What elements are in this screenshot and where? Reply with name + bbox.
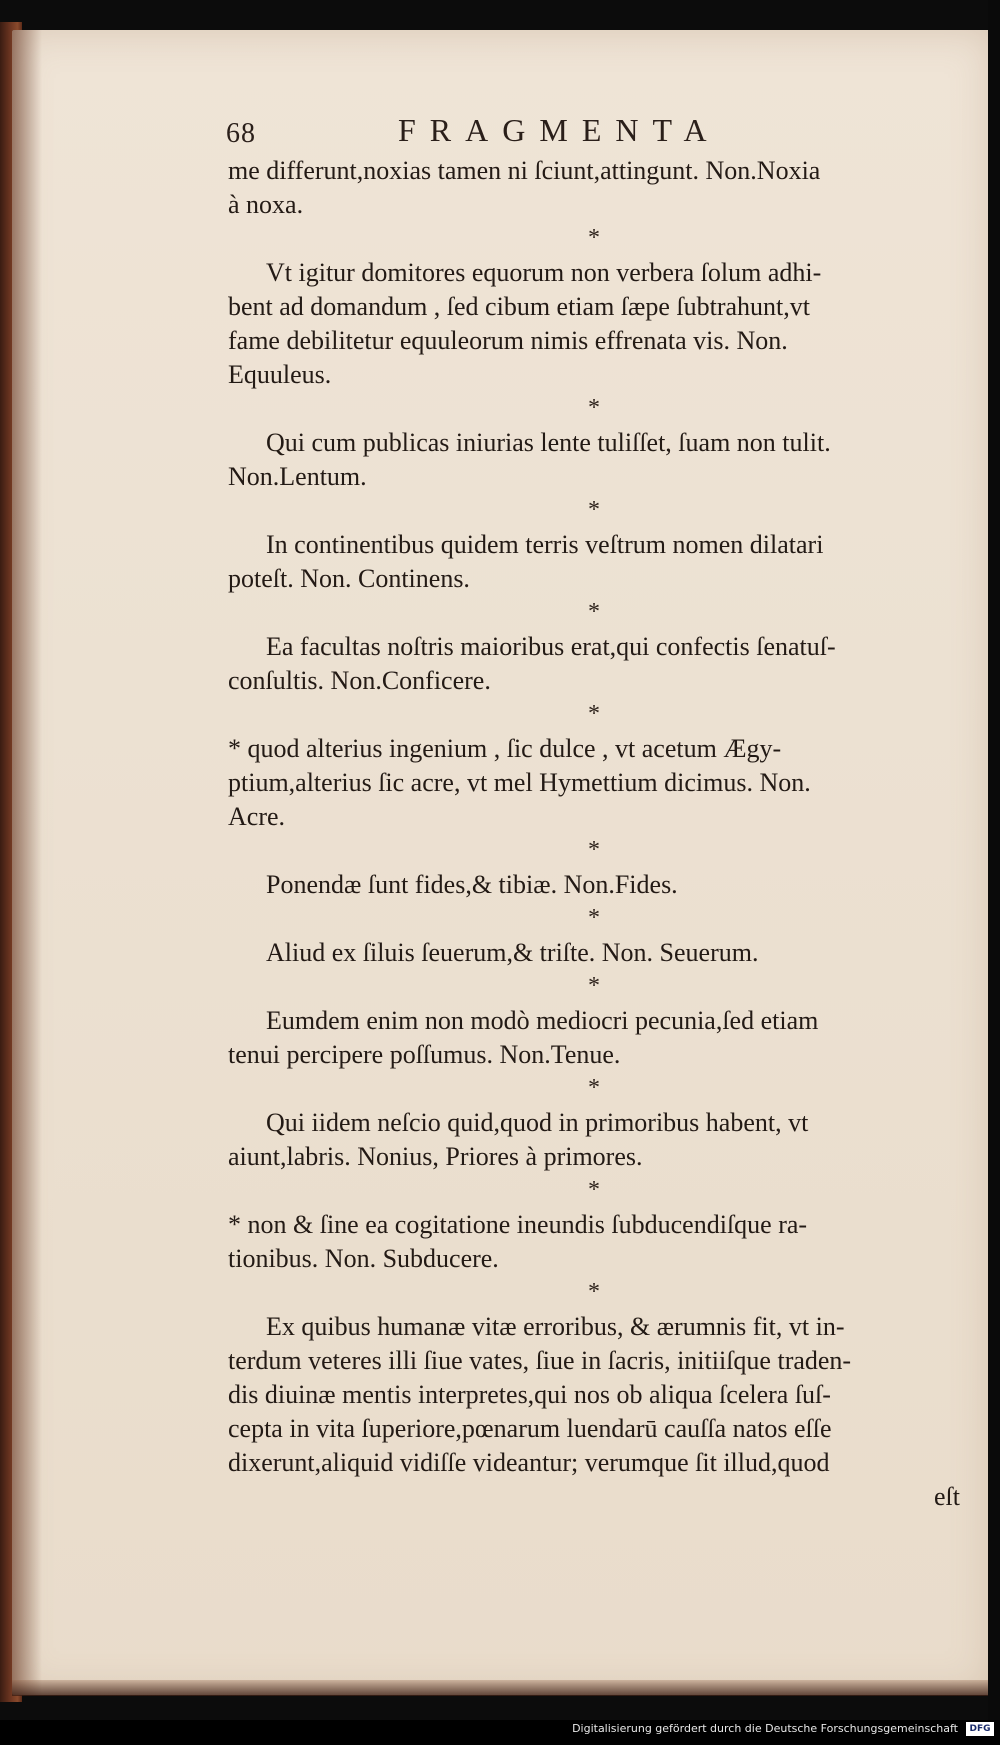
fragment-paragraph xyxy=(228,1310,960,1480)
running-title: FRAGMENTA xyxy=(398,112,721,148)
text-line: tenui percipere poſſumus. Non.Tenue. xyxy=(228,1040,621,1069)
page-header xyxy=(226,112,946,152)
text-line: Vt igitur domitores equorum non verbera ſolum adhi- xyxy=(266,258,822,287)
text-line: fame debilitetur equuleorum nimis effrenata vis. Non. xyxy=(228,326,788,355)
text-line: Aliud ex ſiluis ſeuerum,& triſte. Non. Seuerum. xyxy=(266,938,759,967)
section-separator: * xyxy=(588,905,600,931)
section-separator: * xyxy=(588,225,600,251)
text-line: Acre. xyxy=(228,802,286,831)
fragment-paragraph xyxy=(228,1004,960,1072)
fragment-paragraph xyxy=(228,868,960,902)
section-separator: * xyxy=(588,497,600,523)
text-line: Qui iidem neſcio quid,quod in primoribus habent, vt xyxy=(266,1108,809,1137)
text-line: me differunt,noxias tamen ni ſciunt,attingunt. Non.Noxia xyxy=(228,156,821,185)
section-separator: * xyxy=(588,599,600,625)
fragment-paragraph xyxy=(228,936,960,970)
section-separator: * xyxy=(588,973,600,999)
fragment-paragraph xyxy=(228,1106,960,1174)
funding-credit: Digitalisierung gefördert durch die Deutsche Forschungsgemeinschaft xyxy=(572,1722,958,1735)
catchword: eſt xyxy=(934,1482,960,1511)
text-line: poteſt. Non. Continens. xyxy=(228,564,470,593)
text-line: terdum veteres illi ſiue vates, ſiue in ſacris, initiiſque traden- xyxy=(228,1346,852,1375)
text-line: cepta in vita ſuperiore,pœnarum luendarū cauſſa natos eſſe xyxy=(228,1414,832,1443)
text-line: Ea facultas noſtris maioribus erat,qui confectis ſenatuſ- xyxy=(266,632,836,661)
section-separator: * xyxy=(588,701,600,727)
fragment-paragraph xyxy=(228,528,960,596)
text-line: ptium,alterius ſic acre, vt mel Hymettium dicimus. Non. xyxy=(228,768,811,797)
page-text xyxy=(228,152,960,1514)
text-line: In continentibus quidem terris veſtrum nomen dilatari xyxy=(266,530,824,559)
text-line: * quod alterius ingenium , ſic dulce , vt acetum Ægy- xyxy=(228,734,782,763)
dfg-logo: DFG xyxy=(966,1722,994,1736)
page-bottom-edge xyxy=(12,1680,992,1696)
text-line: Ponendæ ſunt fides,& tibiæ. Non.Fides. xyxy=(266,870,678,899)
section-separator: * xyxy=(588,1177,600,1203)
text-line: Qui cum publicas iniurias lente tuliſſet, ſuam non tulit. xyxy=(266,428,831,457)
section-separator: * xyxy=(588,837,600,863)
text-line: Eumdem enim non modò mediocri pecunia,ſed etiam xyxy=(266,1006,819,1035)
text-line: Non.Lentum. xyxy=(228,462,367,491)
text-line: * non & ſine ea cogitatione ineundis ſubducendiſque ra- xyxy=(228,1210,808,1239)
fragment-paragraph xyxy=(228,1208,960,1276)
page-number: 68 xyxy=(226,118,256,149)
section-separator: * xyxy=(588,1075,600,1101)
text-line: dixerunt,aliquid vidiſſe videantur; verumque ſit illud,quod xyxy=(228,1448,830,1477)
text-line: dis diuinæ mentis interpretes,qui nos ob aliqua ſcelera ſuſ- xyxy=(228,1380,831,1409)
text-line: aiunt,labris. Nonius, Priores à primores. xyxy=(228,1142,643,1171)
section-separator: * xyxy=(588,1279,600,1305)
page-gutter-shadow xyxy=(12,30,42,1695)
fragment-paragraph xyxy=(228,154,960,222)
text-line: bent ad domandum , ſed cibum etiam ſæpe ſubtrahunt,vt xyxy=(228,292,810,321)
scan-right-margin xyxy=(988,0,1000,1745)
fragment-paragraph xyxy=(228,426,960,494)
text-line: tionibus. Non. Subducere. xyxy=(228,1244,499,1273)
text-line: conſultis. Non.Conficere. xyxy=(228,666,491,695)
text-line: Equuleus. xyxy=(228,360,332,389)
fragment-paragraph xyxy=(228,256,960,392)
text-line: à noxa. xyxy=(228,190,304,219)
text-line: Ex quibus humanæ vitæ erroribus, & ærumnis fit, vt in- xyxy=(266,1312,845,1341)
fragment-paragraph xyxy=(228,630,960,698)
section-separator: * xyxy=(588,395,600,421)
fragment-paragraph xyxy=(228,732,960,834)
